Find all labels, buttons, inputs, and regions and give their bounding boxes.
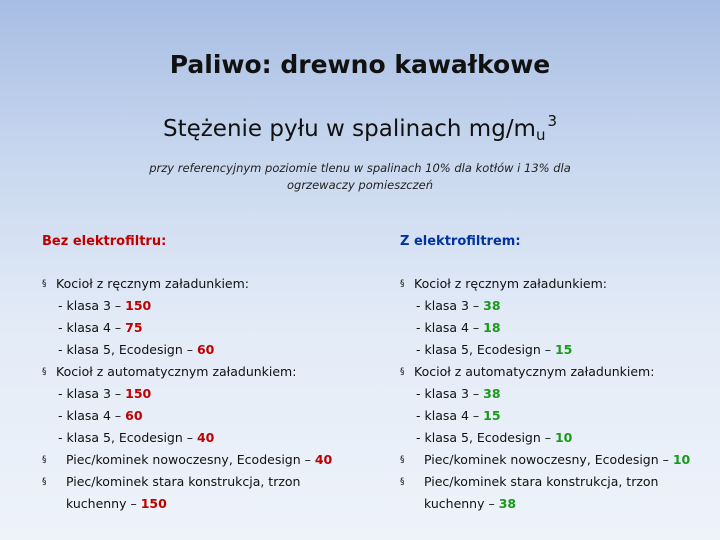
bullet-icon: § — [400, 279, 405, 289]
reference-note: przy referencyjnym poziomie tlenu w spalinach 10% dla kotłów i 13% dla ogrzewaczy pomieszczeń — [149, 161, 571, 192]
column-header: Bez elektrofiltru: — [42, 234, 167, 249]
sub-item-value: 150 — [125, 386, 152, 401]
sub-item-value: 75 — [125, 320, 143, 335]
list-item-label: kuchenny – — [424, 496, 499, 511]
sub-item — [400, 295, 720, 317]
list-item — [42, 449, 362, 471]
sub-item — [42, 317, 362, 339]
list-item — [400, 361, 720, 383]
list-item — [400, 273, 720, 295]
sub-item-label: - klasa 5, Ecodesign – — [416, 342, 555, 357]
subtitle-subscript: u — [535, 126, 546, 144]
list-item-label: Kocioł z automatycznym załadunkiem: — [56, 364, 297, 379]
sub-item-value: 15 — [483, 408, 501, 423]
bullet-icon: § — [42, 367, 47, 377]
bullet-icon: § — [42, 279, 47, 289]
list-item-value: 38 — [498, 496, 517, 511]
sub-item-label: - klasa 5, Ecodesign – — [58, 342, 197, 357]
sub-item-label: - klasa 3 – — [416, 386, 484, 401]
list-item-label: kuchenny – — [66, 496, 141, 511]
sub-item-label: - klasa 3 – — [58, 386, 126, 401]
slide-subtitle — [0, 112, 720, 144]
sub-item — [400, 427, 720, 449]
bullet-icon: § — [42, 455, 47, 465]
column-without-filter — [42, 231, 362, 515]
list-item-value: 150 — [140, 496, 167, 511]
sub-item-label: - klasa 5, Ecodesign – — [58, 430, 197, 445]
list-item-label: Piec/kominek stara konstrukcja, trzon — [66, 474, 301, 489]
subtitle-text: Stężenie pyłu w spalinach mg/m — [162, 116, 536, 142]
list-item-continuation — [400, 493, 720, 515]
list-item-label: Piec/kominek stara konstrukcja, trzon — [424, 474, 659, 489]
sub-item — [400, 317, 720, 339]
sub-item-value: 150 — [125, 298, 152, 313]
sub-item — [400, 339, 720, 361]
sub-item-value: 60 — [196, 342, 215, 357]
sub-item — [400, 383, 720, 405]
list-item-label: Piec/kominek nowoczesny, Ecodesign – — [66, 452, 315, 467]
list-item — [400, 471, 720, 493]
sub-item-value: 38 — [483, 298, 501, 313]
sub-item — [42, 295, 362, 317]
column-with-filter — [400, 231, 720, 515]
list-item — [42, 471, 362, 493]
bullet-icon: § — [400, 367, 405, 377]
sub-item-value: 60 — [125, 408, 143, 423]
column-header: Z elektrofiltrem: — [400, 234, 521, 249]
sub-item-value: 40 — [196, 430, 215, 445]
sub-item-label: - klasa 4 – — [416, 320, 484, 335]
sub-item — [42, 383, 362, 405]
list-item-value: 40 — [314, 452, 333, 467]
list-item — [42, 361, 362, 383]
sub-item-label: - klasa 4 – — [416, 408, 484, 423]
sub-item — [400, 405, 720, 427]
list-item — [400, 449, 720, 471]
sub-item — [42, 427, 362, 449]
sub-item-value: 15 — [554, 342, 573, 357]
slide-title: Paliwo: drewno kawałkowe — [169, 50, 551, 79]
list-item-value: 10 — [672, 452, 691, 467]
sub-item — [42, 405, 362, 427]
sub-item-label: - klasa 3 – — [416, 298, 484, 313]
sub-item-value: 18 — [483, 320, 501, 335]
bullet-icon: § — [400, 455, 405, 465]
sub-item-label: - klasa 5, Ecodesign – — [416, 430, 555, 445]
list-item-label: Kocioł z automatycznym załadunkiem: — [414, 364, 655, 379]
list-item-label: Kocioł z ręcznym załadunkiem: — [56, 276, 250, 291]
list-item-label: Piec/kominek nowoczesny, Ecodesign – — [424, 452, 673, 467]
bullet-icon: § — [42, 477, 47, 487]
subtitle-superscript: 3 — [547, 112, 558, 130]
sub-item-value: 10 — [554, 430, 573, 445]
sub-item-label: - klasa 4 – — [58, 320, 126, 335]
sub-item — [42, 339, 362, 361]
sub-item-value: 38 — [483, 386, 501, 401]
list-item — [42, 273, 362, 295]
sub-item-label: - klasa 4 – — [58, 408, 126, 423]
bullet-icon: § — [400, 477, 405, 487]
list-item-continuation — [42, 493, 362, 515]
list-item-label: Kocioł z ręcznym załadunkiem: — [414, 276, 608, 291]
sub-item-label: - klasa 3 – — [58, 298, 126, 313]
